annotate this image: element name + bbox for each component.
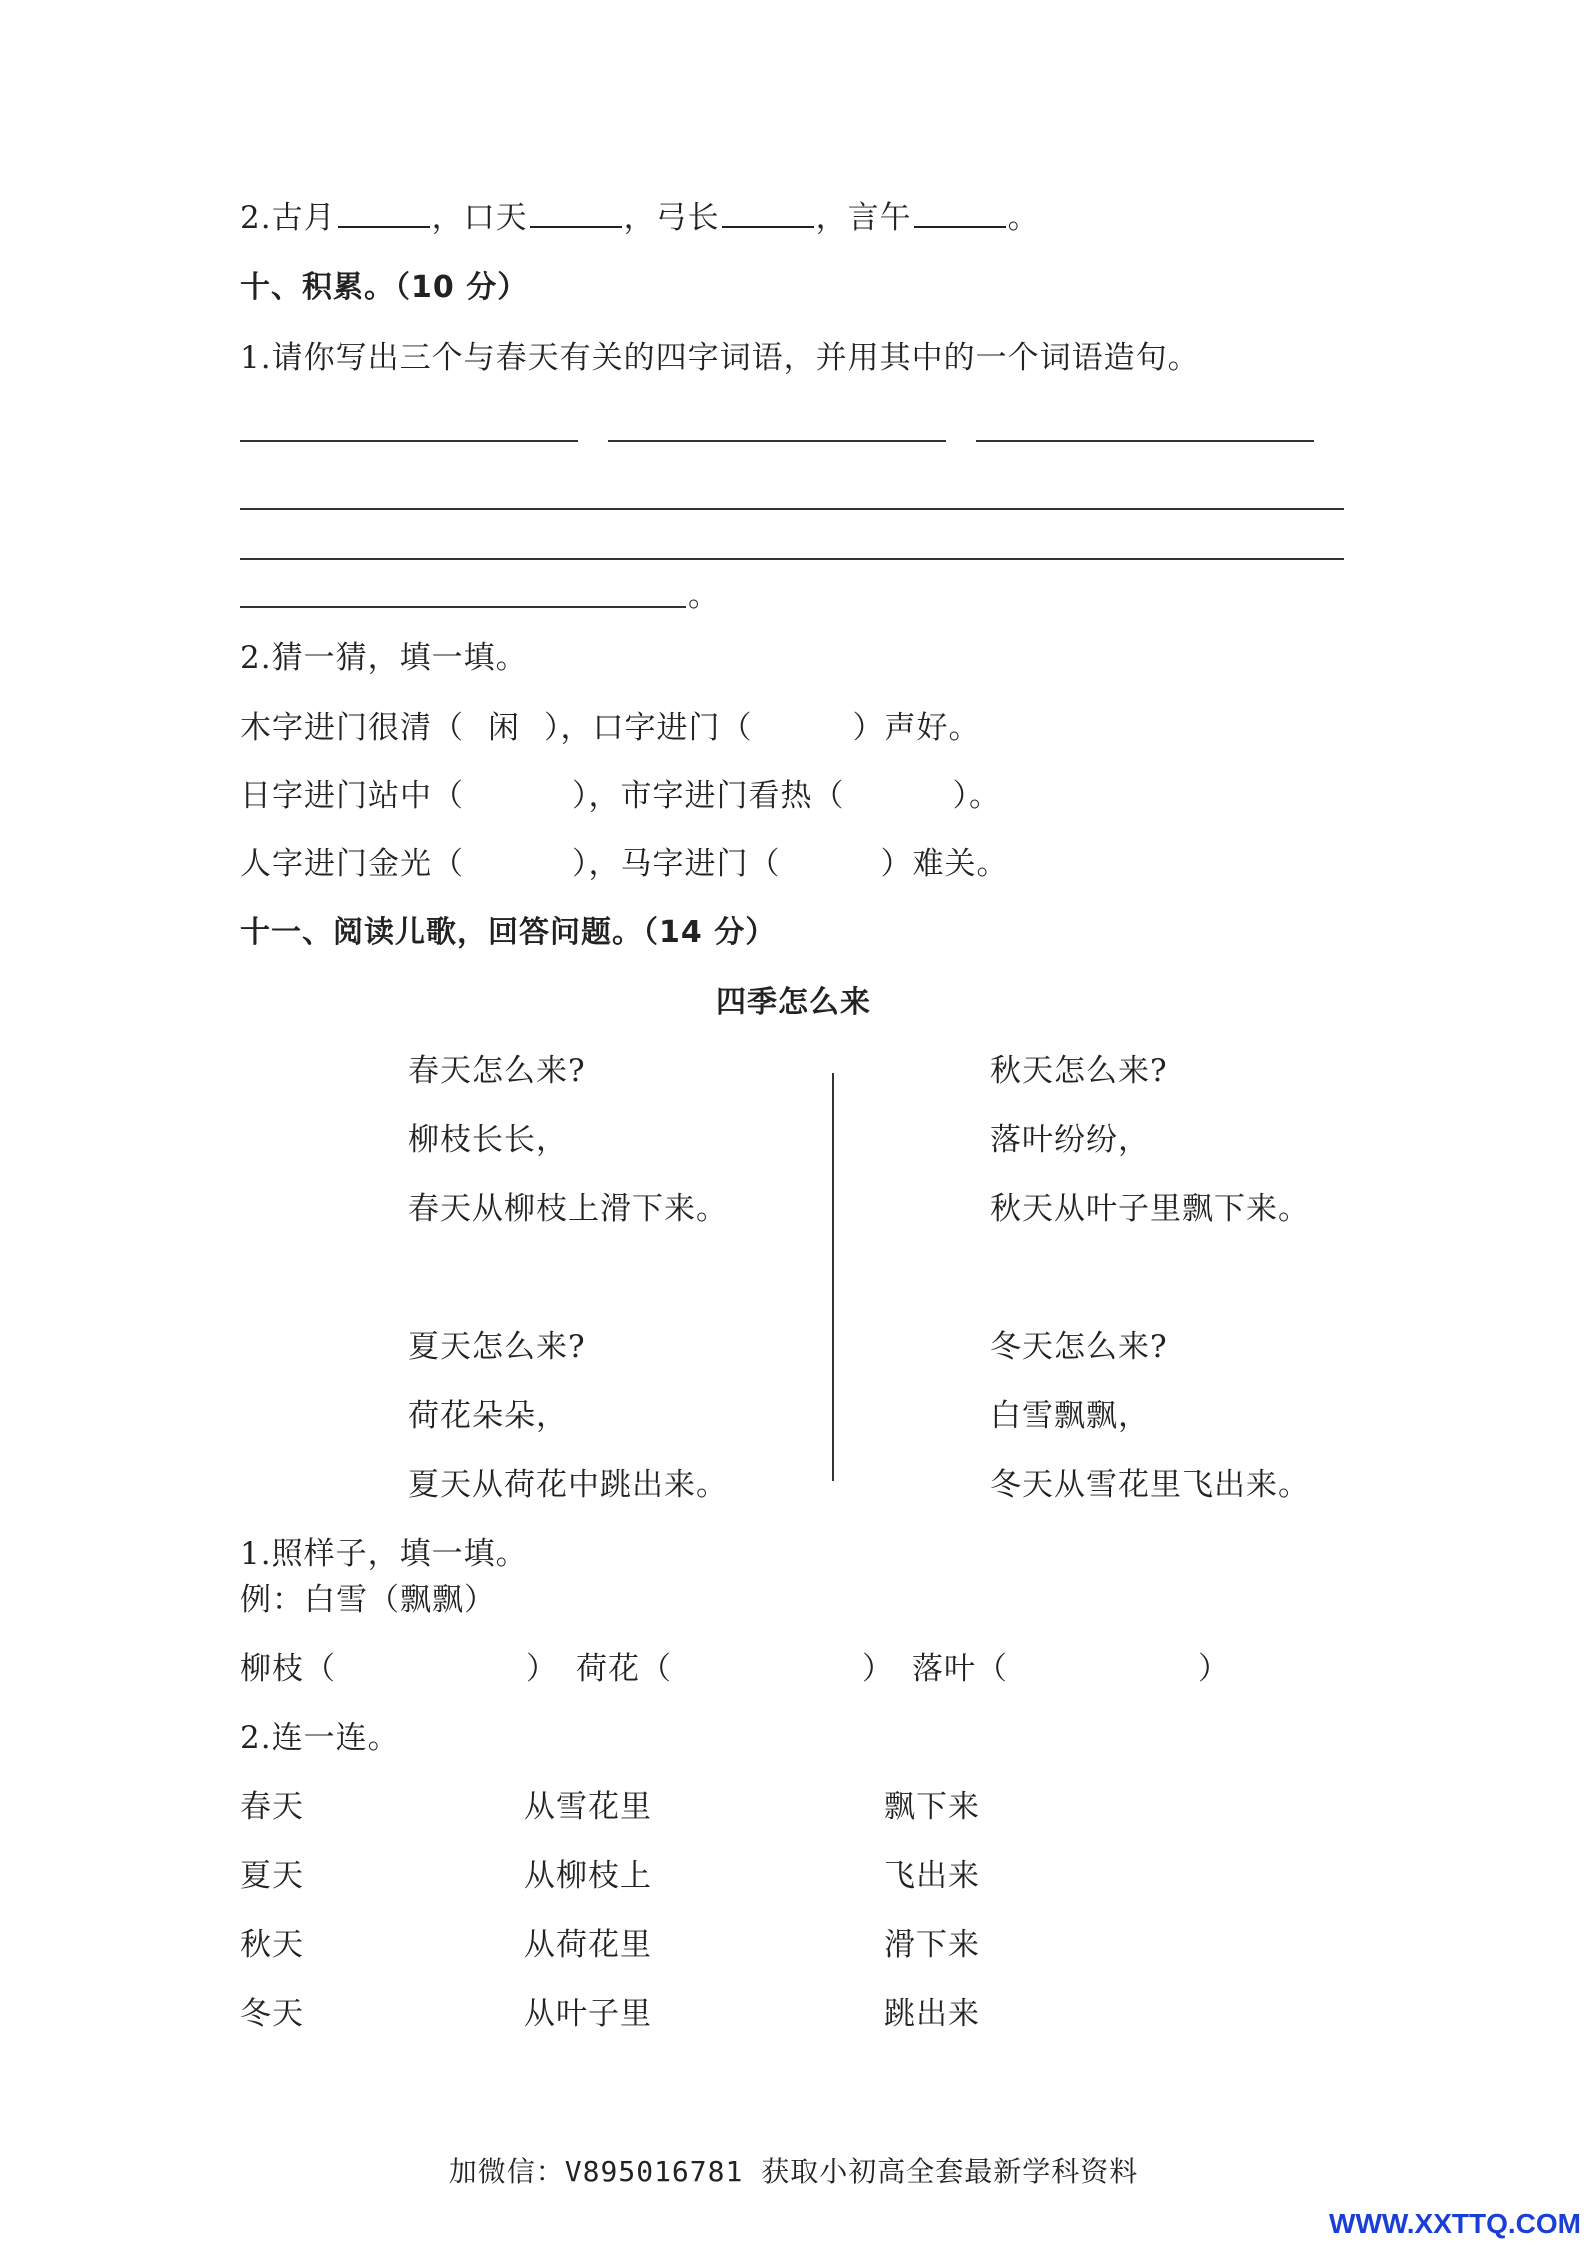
riddle-2-a: 日字进门站中（ bbox=[240, 778, 464, 814]
pair-kou-tian: 口天 bbox=[463, 200, 528, 236]
answer-line-word-2[interactable] bbox=[608, 440, 946, 442]
match-season-1[interactable]: 春天 bbox=[240, 1789, 304, 1825]
pair-gong-chang: 弓长 bbox=[655, 200, 720, 236]
riddle-3-a: 人字进门金光（ bbox=[240, 846, 464, 882]
riddle-2-c: ）。 bbox=[952, 778, 1001, 814]
fill-liuzhi-close: ） bbox=[526, 1651, 558, 1687]
section11-q1: 1.照样子，填一填。 bbox=[240, 1536, 528, 1572]
section10-item2: 2.猜一猜，填一填。 bbox=[240, 640, 528, 676]
poem-winter-line-2: 白雪飘飘， bbox=[990, 1398, 1150, 1434]
match-place-2[interactable]: 从柳枝上 bbox=[524, 1858, 652, 1894]
match-place-3[interactable]: 从荷花里 bbox=[524, 1927, 652, 1963]
section11-q2: 2.连一连。 bbox=[240, 1720, 400, 1756]
riddle-1-b: ），口字进门（ bbox=[544, 710, 753, 746]
fill-luoye bbox=[912, 1651, 1230, 1688]
fill-luoye-word: 落叶（ bbox=[912, 1651, 1008, 1687]
match-action-3[interactable]: 滑下来 bbox=[884, 1927, 980, 1963]
fill-liuzhi-word: 柳枝（ bbox=[240, 1651, 336, 1687]
fill-hehua-close: ） bbox=[862, 1651, 894, 1687]
sep: ， bbox=[623, 200, 656, 236]
answer-line-word-1[interactable] bbox=[240, 440, 578, 442]
poem-summer-line-2: 荷花朵朵， bbox=[408, 1398, 568, 1434]
end-mark: 。 bbox=[1007, 200, 1040, 236]
answer-line-word-3[interactable] bbox=[976, 440, 1314, 442]
riddle-3-b: ），马字进门（ bbox=[572, 846, 781, 882]
fill-luoye-close: ） bbox=[1198, 1651, 1230, 1687]
match-season-2[interactable]: 夏天 bbox=[240, 1858, 304, 1894]
blank-1[interactable] bbox=[338, 202, 430, 228]
poem-divider bbox=[832, 1073, 834, 1481]
footer-site-watermark: WWW.XXTTQ.COM bbox=[1329, 2208, 1581, 2239]
poem-spring-line-3: 春天从柳枝上滑下来。 bbox=[408, 1191, 728, 1227]
answer-line-sentence-1[interactable] bbox=[240, 508, 1344, 510]
q9-item2-label: 2. bbox=[240, 200, 272, 236]
fill-liuzhi bbox=[240, 1651, 558, 1688]
blank-4[interactable] bbox=[914, 202, 1006, 228]
pair-yan-wu: 言午 bbox=[847, 200, 912, 236]
fill-hehua-word: 荷花（ bbox=[576, 1651, 672, 1687]
riddle-1-a: 木字进门很清（ bbox=[240, 710, 464, 746]
match-action-2[interactable]: 飞出来 bbox=[884, 1858, 980, 1894]
sep: ， bbox=[431, 200, 464, 236]
sentence-end-mark: 。 bbox=[688, 578, 720, 614]
pair-gu-yue: 古月 bbox=[271, 200, 336, 236]
poem-autumn-line-3: 秋天从叶子里飘下来。 bbox=[990, 1191, 1310, 1227]
poem-summer-line-3: 夏天从荷花中跳出来。 bbox=[408, 1467, 728, 1503]
riddle-3 bbox=[240, 846, 1009, 883]
poem-spring-line-2: 柳枝长长， bbox=[408, 1122, 568, 1158]
answer-line-sentence-3[interactable] bbox=[240, 606, 686, 608]
sep: ， bbox=[815, 200, 848, 236]
poem-title: 四季怎么来 bbox=[716, 985, 871, 1020]
section10-title: 十、积累。（10 分） bbox=[240, 270, 529, 305]
poem-winter-line-3: 冬天从雪花里飞出来。 bbox=[990, 1467, 1310, 1503]
match-place-1[interactable]: 从雪花里 bbox=[524, 1789, 652, 1825]
riddle-2-b: ），市字进门看热（ bbox=[572, 778, 845, 814]
riddle-1-c: ）声好。 bbox=[852, 710, 981, 746]
section11-example: 例：白雪（飘飘） bbox=[240, 1582, 496, 1618]
section10-item1: 1.请你写出三个与春天有关的四字词语，并用其中的一个词语造句。 bbox=[240, 340, 1200, 376]
q9-item2 bbox=[240, 200, 1040, 237]
match-place-4[interactable]: 从叶子里 bbox=[524, 1996, 652, 2032]
poem-spring-line-1: 春天怎么来? bbox=[408, 1053, 586, 1089]
section11-title: 十一、阅读儿歌，回答问题。（14 分） bbox=[240, 915, 777, 950]
poem-summer-line-1: 夏天怎么来? bbox=[408, 1329, 586, 1365]
match-season-4[interactable]: 冬天 bbox=[240, 1996, 304, 2032]
fill-hehua bbox=[576, 1651, 894, 1688]
footer-ad-text: 加微信：V895016781 获取小初高全套最新学科资料 bbox=[448, 2155, 1139, 2188]
riddle-1 bbox=[240, 710, 981, 747]
match-season-3[interactable]: 秋天 bbox=[240, 1927, 304, 1963]
match-action-4[interactable]: 跳出来 bbox=[884, 1996, 980, 2032]
blank-3[interactable] bbox=[722, 202, 814, 228]
riddle-3-c: ）难关。 bbox=[880, 846, 1009, 882]
poem-autumn-line-2: 落叶纷纷， bbox=[990, 1122, 1150, 1158]
answer-line-sentence-2[interactable] bbox=[240, 558, 1344, 560]
poem-winter-line-1: 冬天怎么来? bbox=[990, 1329, 1168, 1365]
riddle-2 bbox=[240, 778, 1001, 815]
poem-autumn-line-1: 秋天怎么来? bbox=[990, 1053, 1168, 1089]
riddle-1-answer: 闲 bbox=[488, 710, 520, 746]
match-action-1[interactable]: 飘下来 bbox=[884, 1789, 980, 1825]
blank-2[interactable] bbox=[530, 202, 622, 228]
